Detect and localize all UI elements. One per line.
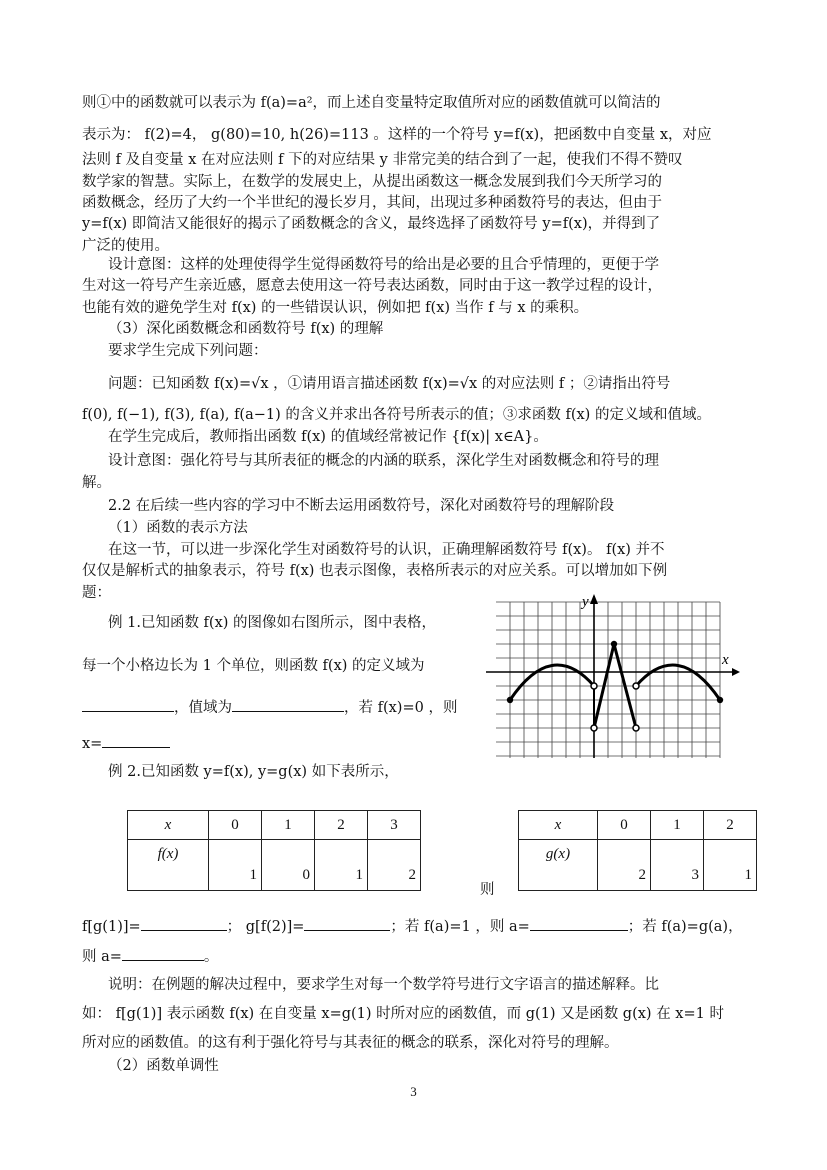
text-fragment: ； g[f(2)]= <box>226 919 305 935</box>
function-graph <box>486 592 744 764</box>
table-header-cell: x <box>128 811 209 840</box>
example1-text: 每一个小格边长为 1 个单位，则函数 f(x) 的定义域为 <box>82 658 425 674</box>
gf2-blank[interactable] <box>304 916 390 931</box>
table-f <box>127 810 421 891</box>
table-header-cell: x <box>519 811 598 840</box>
text-line: 所对应的函数值。的这有利于强化符号与其表征的概念的联系，深化对符号的理解。 <box>82 1035 619 1051</box>
table-header-cell: 2 <box>704 811 757 840</box>
text-line: 广泛的使用。 <box>82 238 169 254</box>
text-line: 题： <box>82 585 111 601</box>
section-heading: 2.2 在后续一些内容的学习中不断去运用函数符号，深化对函数符号的理解阶段 <box>108 498 615 514</box>
text-line: 在这一节，可以进一步深化学生对函数符号的认识，正确理解函数符号 f(x)。 f(x) 并不 <box>108 542 665 558</box>
a-blank[interactable] <box>530 916 628 931</box>
table-header-cell: 2 <box>315 811 368 840</box>
grid <box>496 602 720 758</box>
text-fragment: 则 a= <box>82 949 122 965</box>
table-cell: 1 <box>704 840 757 891</box>
endpoint-filled <box>717 697 723 703</box>
table-cell: 0 <box>262 840 315 891</box>
x-axis-label: x <box>722 652 729 668</box>
text-fragment: ；若 f(a)=g(a)， <box>627 919 743 935</box>
text-fragment: ，若 f(x)=0 ，则 <box>344 700 458 716</box>
text-line: 法则 f 及自变量 x 在对应法则 f 下的对应结果 y 非常完美的结合到了一起，使我们不得不赞叹 <box>82 152 683 168</box>
table-header-cell: 0 <box>209 811 262 840</box>
text-line: 则 <box>480 882 495 898</box>
table-cell: 2 <box>368 840 421 891</box>
text-line: 要求学生完成下列问题： <box>108 343 268 359</box>
text-line: 设计意图：这样的处理使得学生觉得函数符号的给出是必要的且合乎情理的，更便于学 <box>108 257 659 273</box>
text-line: 也能有效的避免学生对 f(x) 的一些错误认识，例如把 f(x) 当作 f 与 x 的乘积。 <box>82 300 589 316</box>
table-g <box>518 810 757 891</box>
example1-blanks <box>82 697 482 718</box>
section-heading: （2）函数单调性 <box>108 1058 219 1074</box>
text-line: y=f(x) 即简洁又能很好的揭示了函数概念的含义，最终选择了函数符号 y=f(x)，并得到了 <box>82 216 661 232</box>
text-line: 问题：已知函数 f(x)=√x ，①请用语言描述函数 f(x)=√x 的对应法则 f ；②请指出符号 <box>108 376 671 392</box>
example1-text: 例 1.已知函数 f(x) 的图像如右图所示，图中表格， <box>108 615 437 631</box>
text-line: 表示为： f(2)=4， g(80)=10, h(26)=113 。这样的一个符号 y=f(x)，把函数中自变量 x，对应 <box>82 127 712 143</box>
table-cell: 3 <box>651 840 704 891</box>
text-line: 如： f[g(1)] 表示函数 f(x) 在自变量 x=g(1) 时所对应的函数值，而 g(1) 又是函数 g(x) 在 x=1 时 <box>82 1006 724 1022</box>
table-row-label: g(x) <box>519 840 598 891</box>
a2-blank[interactable] <box>122 946 204 961</box>
text-line: 生对这一符号产生亲近感，愿意去使用这一符号表达函数，同时由于这一教学过程的设计， <box>82 278 662 294</box>
y-axis-arrow-icon <box>590 594 598 604</box>
example2-blanks <box>82 916 748 937</box>
text-line: 说明：在例题的解决过程中，要求学生对每一个数学符号进行文字语言的描述解释。比 <box>108 977 659 993</box>
peak-point <box>611 641 617 647</box>
example2-blanks <box>82 946 748 967</box>
text-fragment: 。 <box>203 949 219 965</box>
text-fragment: ；若 f(a)=1 ，则 a= <box>390 919 530 935</box>
table-cell: 1 <box>315 840 368 891</box>
y-axis-label: y <box>582 594 589 610</box>
table-header-cell: 1 <box>262 811 315 840</box>
x-blank[interactable] <box>102 733 170 748</box>
open-point <box>591 683 597 689</box>
table-header-cell: 1 <box>651 811 704 840</box>
example2-text: 例 2.已知函数 y=f(x), y=g(x) 如下表所示， <box>108 764 399 780</box>
open-point <box>633 725 639 731</box>
table-cell: 1 <box>209 840 262 891</box>
text-line: 设计意图：强化符号与其所表征的概念的内涵的联系，深化学生对函数概念和符号的理 <box>108 453 659 469</box>
example1-x <box>82 733 282 754</box>
section-heading: （1）函数的表示方法 <box>108 520 248 536</box>
text-line: 函数概念，经历了大约一个半世纪的漫长岁月，其间，出现过多种函数符号的表达，但由于 <box>82 195 662 211</box>
fg1-blank[interactable] <box>141 916 227 931</box>
open-point <box>591 725 597 731</box>
domain-blank[interactable] <box>82 697 174 712</box>
text-fragment: ，值域为 <box>174 700 232 716</box>
range-blank[interactable] <box>232 697 344 712</box>
section-heading: （3）深化函数概念和函数符号 f(x) 的理解 <box>108 321 384 337</box>
table-header-cell: 0 <box>598 811 651 840</box>
table-cell: 2 <box>598 840 651 891</box>
text-line: 数学家的智慧。实际上，在数学的发展史上，从提出函数这一概念发展到我们今天所学习的 <box>82 174 662 190</box>
text-fragment: x= <box>82 736 103 752</box>
endpoint-filled <box>507 697 513 703</box>
table-header-cell: 3 <box>368 811 421 840</box>
text-line: 在学生完成后，教师指出函数 f(x) 的值域经常被记作 {f(x)| x∈A}。 <box>108 429 548 445</box>
table-row-label: f(x) <box>128 840 209 891</box>
open-point <box>633 683 639 689</box>
page-number: 3 <box>410 1084 417 1099</box>
text-line: f(0), f(−1), f(3), f(a), f(a−1) 的含义并求出各符号所表示的值；③求函数 f(x) 的定义域和值域。 <box>82 407 711 423</box>
text-line: 仅仅是解析式的抽象表示，符号 f(x) 也表示图像，表格所表示的对应关系。可以增加如下例 <box>82 563 668 579</box>
text-line: 则①中的函数就可以表示为 f(a)=a²，而上述自变量特定取值所对应的函数值就可以简洁的 <box>82 95 661 111</box>
text-line: 解。 <box>82 475 111 491</box>
text-fragment: f[g(1)]= <box>82 919 141 935</box>
x-axis-arrow-icon <box>732 668 740 676</box>
